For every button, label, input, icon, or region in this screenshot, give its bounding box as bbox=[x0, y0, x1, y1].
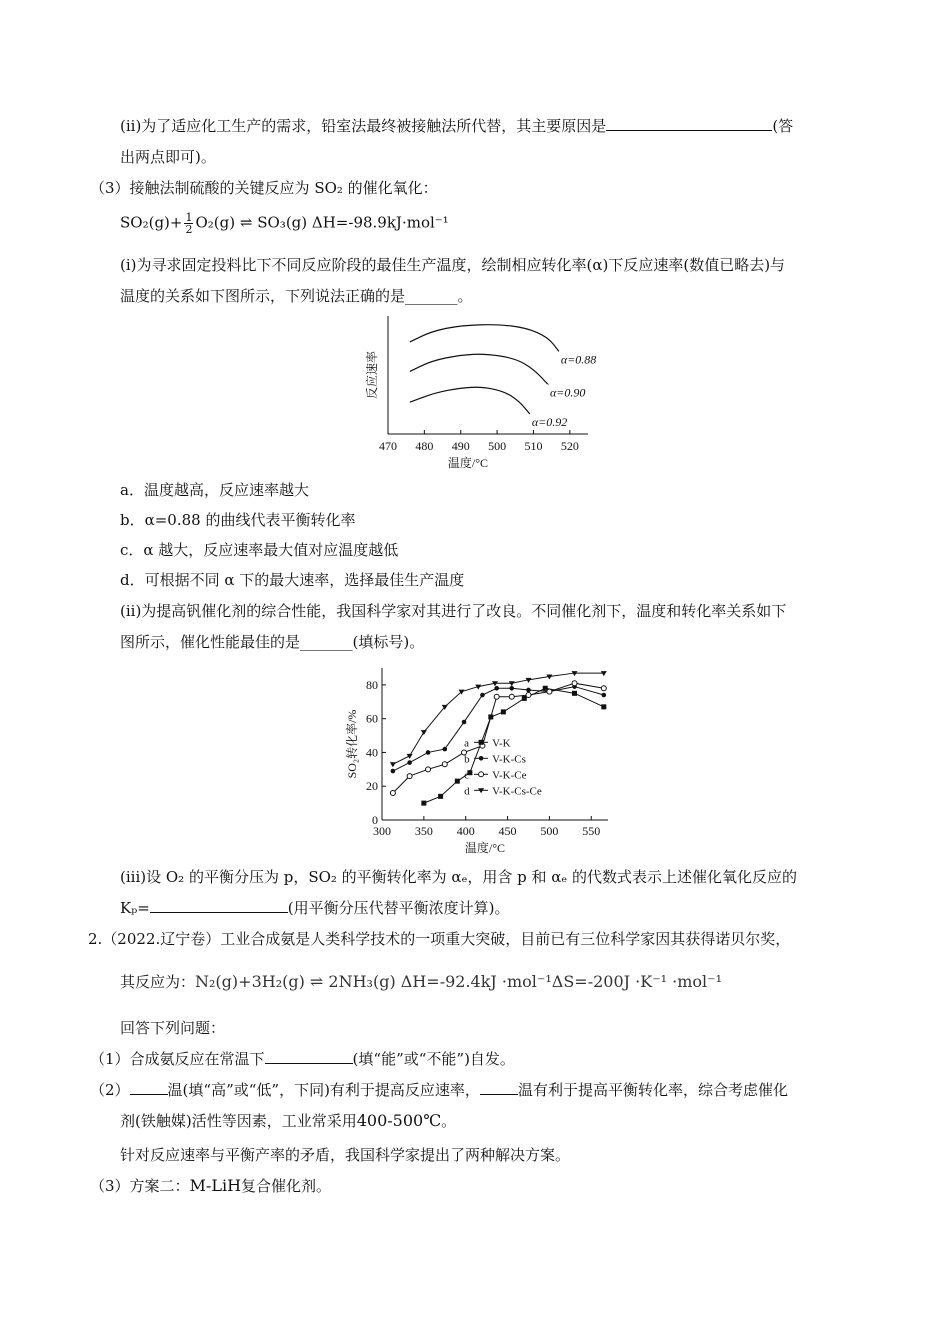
legend-label-b: V-K-Cs bbox=[492, 753, 526, 766]
legend-key-b: b bbox=[464, 753, 470, 766]
frac-num: 1 bbox=[185, 211, 193, 224]
p2-mid2: 温有利于提高平衡转化率，综合考虑催化 bbox=[517, 1081, 788, 1099]
p3-prefix: （3）方案二： bbox=[90, 1177, 190, 1195]
rate-temperature-chart bbox=[358, 310, 608, 476]
q3-intro: （3）接触法制硫酸的关键反应为 SO₂ 的催化氧化： bbox=[90, 179, 438, 197]
option-b: b．α=0.88 的曲线代表平衡转化率 bbox=[120, 511, 356, 529]
point-d bbox=[390, 762, 396, 767]
point-c bbox=[442, 762, 447, 767]
point-c bbox=[509, 694, 514, 699]
q3-iii-line1: (iii)设 O₂ 的平衡分压为 p，SO₂ 的平衡转化率为 αₑ，用含 p 和 αₑ 的代数式表示上述催化氧化反应的 bbox=[120, 868, 797, 886]
answer-blank[interactable] bbox=[606, 116, 772, 131]
y-tick-label: 0 bbox=[372, 813, 378, 827]
ammonia-equation: N₂(g)+3H₂(g) ⇌ 2NH₃(g) ΔH=-92.4kJ ·mol⁻¹ΔS=-200J ·K⁻¹ ·mol⁻¹ bbox=[195, 972, 722, 991]
option-d: d．可根据不同 α 下的最大速率，选择最佳生产温度 bbox=[120, 571, 465, 589]
equilibrium-arrow-icon: ⇌ bbox=[239, 213, 253, 232]
q3-ii-line2: 图所示，催化性能最佳的是_______(填标号)。 bbox=[120, 633, 425, 651]
eq-so3: SO₃(g) ΔH=-98.9kJ·mol⁻¹ bbox=[257, 213, 449, 232]
x-tick-label: 520 bbox=[560, 439, 579, 453]
curve-label-3: α=0.92 bbox=[531, 414, 568, 429]
curve-label-2: α=0.90 bbox=[550, 385, 586, 400]
x-tick-label: 510 bbox=[524, 439, 543, 453]
q3-i-line1: (i)为寻求固定投料比下不同反应阶段的最佳生产温度，绘制相应转化率(α)下反应速率(数值已略去)与 bbox=[120, 256, 786, 274]
x-tick-label: 300 bbox=[373, 824, 391, 838]
y-tick-label: 20 bbox=[366, 779, 378, 794]
x-tick-label: 400 bbox=[456, 824, 475, 838]
point-b bbox=[494, 686, 499, 691]
y-axis-label: 反应速率 bbox=[365, 350, 379, 400]
legend-marker-c bbox=[479, 772, 484, 777]
y-tick-label: 80 bbox=[366, 677, 378, 692]
eq-so2: SO₂(g)+ bbox=[120, 213, 183, 232]
q3-iii-line2 bbox=[120, 898, 510, 918]
p1-suffix: (填“能”或“不能”)自发。 bbox=[352, 1050, 515, 1068]
half-fraction bbox=[184, 212, 193, 235]
y-tick-label: 60 bbox=[366, 711, 378, 726]
q2-equation-line bbox=[120, 972, 722, 992]
p2-blank-1[interactable] bbox=[130, 1080, 168, 1095]
frac-den: 2 bbox=[185, 223, 193, 236]
x-tick-label: 470 bbox=[379, 439, 397, 453]
rate-curve-1 bbox=[410, 325, 559, 352]
point-a bbox=[421, 801, 426, 806]
point-b bbox=[480, 693, 485, 698]
kp-suffix: (用平衡分压代替平衡浓度计算)。 bbox=[287, 899, 510, 917]
x-tick-label: 500 bbox=[488, 439, 507, 453]
legend-marker-a bbox=[479, 740, 484, 745]
point-c bbox=[547, 689, 552, 694]
p3-suffix: 复合催化剂。 bbox=[241, 1177, 332, 1195]
catalyst-name: M-LiH bbox=[189, 1176, 242, 1195]
x-tick-label: 550 bbox=[582, 824, 601, 838]
p1-prefix: （1）合成氨反应在常温下 bbox=[90, 1050, 265, 1068]
q1-ii-suffix: (答 bbox=[772, 117, 794, 135]
q1-ii-line1 bbox=[120, 116, 793, 136]
y-tick-label: 40 bbox=[366, 745, 378, 760]
eq-prefix: 其反应为： bbox=[120, 973, 196, 991]
point-a bbox=[438, 794, 443, 799]
eq-o2: O₂(g) bbox=[195, 213, 236, 232]
point-b bbox=[407, 760, 412, 765]
legend-label-c: V-K-Ce bbox=[492, 769, 527, 782]
x-axis-label: 温度/°C bbox=[447, 456, 489, 470]
q3-equation bbox=[120, 212, 449, 235]
x-tick-label: 350 bbox=[414, 824, 433, 838]
rate-curve-2 bbox=[410, 354, 548, 384]
point-b bbox=[602, 693, 607, 698]
option-a: a．温度越高，反应速率越大 bbox=[120, 481, 309, 499]
rate-curve-3 bbox=[410, 387, 530, 414]
point-b bbox=[462, 720, 467, 725]
point-b bbox=[526, 688, 531, 693]
x-tick-label: 450 bbox=[498, 824, 517, 838]
x-tick-label: 490 bbox=[451, 439, 470, 453]
point-c bbox=[390, 790, 395, 795]
legend-marker-b bbox=[479, 756, 484, 761]
p2-prefix: （2） bbox=[90, 1081, 130, 1099]
q2-p3 bbox=[90, 1176, 331, 1196]
point-d bbox=[421, 730, 427, 735]
temperature-range: 400-500℃ bbox=[356, 1111, 442, 1130]
legend-key-a: a bbox=[464, 737, 469, 750]
p1-answer-blank[interactable] bbox=[265, 1049, 353, 1064]
kp-answer-blank[interactable] bbox=[150, 898, 288, 913]
p2-blank-2[interactable] bbox=[480, 1080, 518, 1095]
x-tick-label: 480 bbox=[415, 439, 434, 453]
point-c bbox=[572, 681, 577, 686]
option-c: c．α 越大，反应速率最大值对应温度越低 bbox=[120, 541, 399, 559]
q1-ii-text: (ii)为了适应化工生产的需求，铅室法最终被接触法所代替，其主要原因是 bbox=[120, 117, 607, 135]
legend-label-a: V-K bbox=[492, 737, 511, 750]
x-axis-label: 温度/°C bbox=[464, 841, 506, 855]
x-tick-label: 500 bbox=[540, 824, 559, 838]
point-c bbox=[601, 686, 606, 691]
y-axis-label: SO₂转化率/% bbox=[345, 709, 359, 779]
conversion-temperature-chart bbox=[340, 660, 620, 860]
p2-mid1: 温(填“高”或“低”，下同)有利于提高反应速率， bbox=[167, 1081, 480, 1099]
answer-intro: 回答下列问题： bbox=[120, 1019, 226, 1037]
point-c bbox=[494, 694, 499, 699]
q2-p1 bbox=[90, 1049, 515, 1069]
point-a bbox=[572, 691, 577, 696]
curve-label-1: α=0.88 bbox=[560, 352, 597, 367]
q1-ii-line2: 出两点即可)。 bbox=[120, 148, 216, 166]
p2-line2-suffix: 。 bbox=[441, 1112, 457, 1130]
point-c bbox=[407, 774, 412, 779]
q3-i-line2: 温度的关系如下图所示，下列说法正确的是_______。 bbox=[120, 287, 473, 305]
legend-key-d: d bbox=[464, 785, 470, 798]
p2-line2-prefix: 剂(铁触媒)活性等因素，工业常采用 bbox=[120, 1112, 357, 1130]
kp-label: Kₚ= bbox=[120, 899, 150, 917]
point-b bbox=[426, 750, 431, 755]
q2-head: 2.（2022.辽宁卷）工业合成氨是人类科学技术的一项重大突破，目前已有三位科学家因其获得诺贝尔奖， bbox=[88, 930, 791, 948]
q2-p2-line2 bbox=[120, 1111, 456, 1131]
point-b bbox=[509, 686, 514, 691]
solutions-intro: 针对反应速率与平衡产率的矛盾，我国科学家提出了两种解决方案。 bbox=[120, 1146, 571, 1164]
point-c bbox=[426, 767, 431, 772]
legend-label-d: V-K-Cs-Ce bbox=[492, 785, 542, 798]
point-a bbox=[501, 709, 506, 714]
legend-key-c: c bbox=[464, 769, 469, 782]
q2-p2-line1 bbox=[90, 1080, 788, 1100]
point-a bbox=[601, 704, 606, 709]
point-a bbox=[455, 779, 460, 784]
point-c bbox=[526, 693, 531, 698]
point-d bbox=[509, 681, 515, 686]
q3-ii-line1: (ii)为提高钒催化剂的综合性能，我国科学家对其进行了改良。不同催化剂下，温度和转化率关系如下 bbox=[120, 602, 787, 620]
point-b bbox=[442, 747, 447, 752]
point-b bbox=[391, 769, 396, 774]
